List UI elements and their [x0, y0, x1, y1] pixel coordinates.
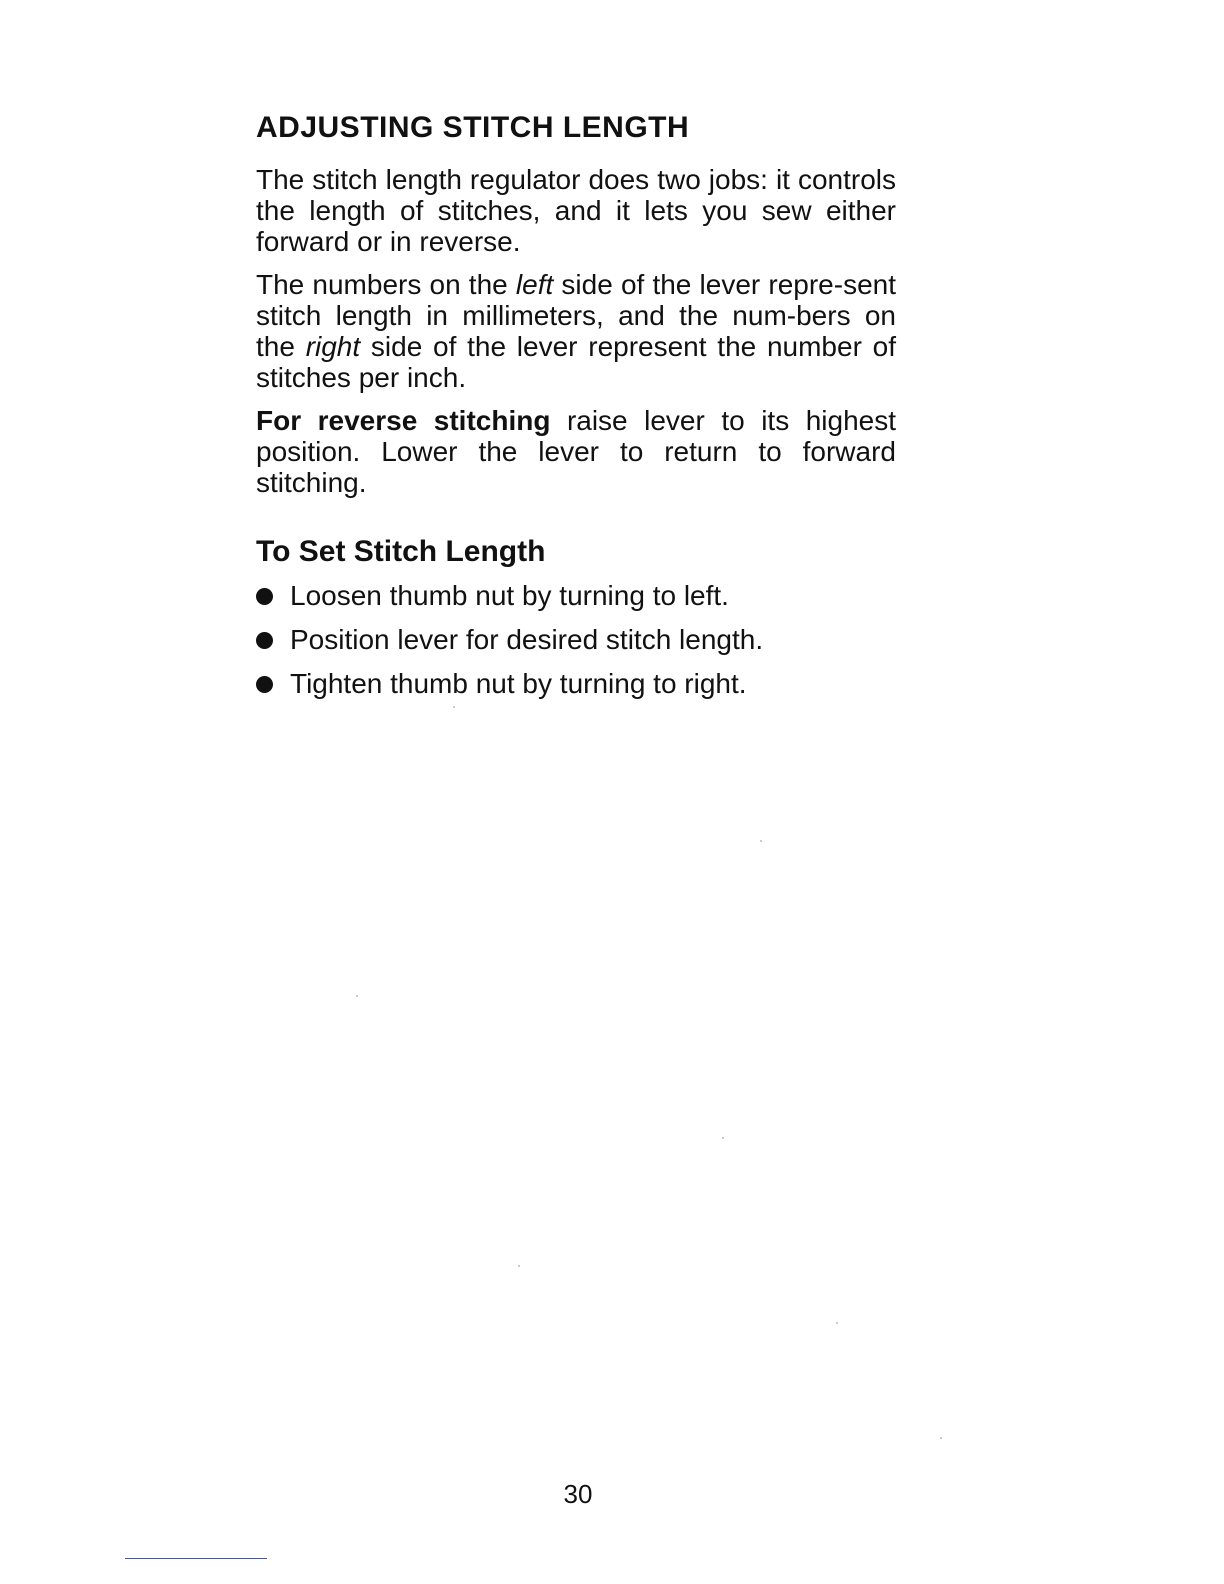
left-emphasis: left	[515, 269, 554, 300]
scan-speck	[356, 995, 358, 997]
bullet-icon	[256, 676, 273, 693]
scan-speck	[760, 840, 762, 842]
list-item	[256, 580, 896, 612]
list-item	[256, 668, 896, 700]
page-number: 30	[563, 1479, 593, 1509]
scan-speck	[722, 1137, 724, 1139]
scan-speck	[453, 706, 455, 708]
bullet-icon	[256, 632, 273, 649]
steps-list	[256, 580, 896, 700]
paragraph-2-text-b: side of the lever repre-sent stitch length in millimeters, and the num-bers on the	[256, 269, 897, 362]
list-item	[256, 624, 896, 656]
scan-speck	[940, 1437, 942, 1439]
scan-speck	[836, 1322, 838, 1324]
paragraph-2-text-a: The numbers on the	[256, 269, 516, 300]
step-text: Loosen thumb nut by turning to left.	[290, 580, 729, 611]
page-content	[256, 108, 896, 712]
bullet-icon	[256, 588, 273, 605]
section-title: ADJUSTING STITCH LENGTH	[256, 111, 690, 144]
intro-paragraph-2	[256, 269, 896, 393]
subsection-title: To Set Stitch Length	[256, 535, 546, 568]
right-emphasis: right	[305, 331, 361, 362]
step-text: Position lever for desired stitch length.	[290, 624, 764, 655]
intro-paragraph-3	[256, 405, 896, 498]
reverse-stitching-lead: For reverse stitching	[256, 405, 551, 436]
bottom-rule	[125, 1558, 267, 1559]
step-text: Tighten thumb nut by turning to right.	[290, 668, 747, 699]
paragraph-2-text-c: side of the lever represent the number of stitches per inch.	[256, 331, 897, 393]
intro-paragraph-1: The stitch length regulator does two jobs: it controls the length of stitches, and it lets you sew either forward or in reverse.	[256, 164, 896, 257]
paragraph-3-text: raise lever to its highest position. Lower the lever to return to forward stitching.	[256, 405, 896, 498]
scan-speck	[518, 1265, 520, 1267]
